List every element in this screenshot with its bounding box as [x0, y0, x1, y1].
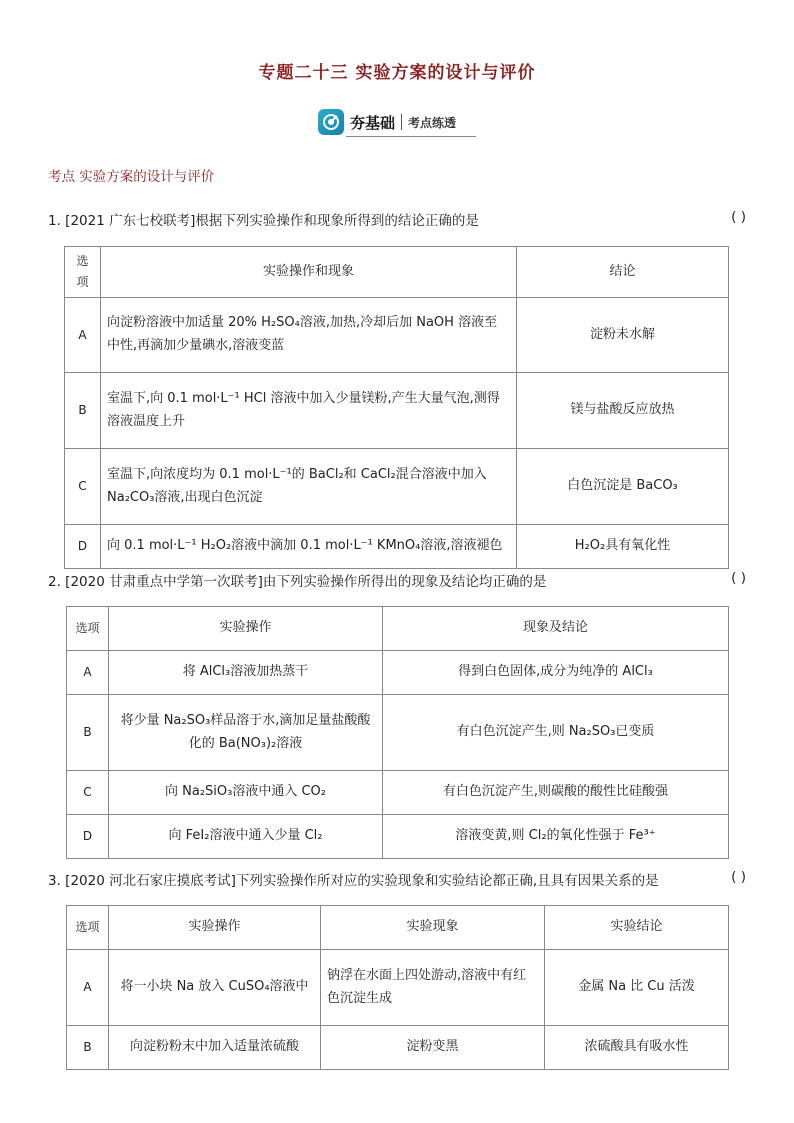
conclusion-cell: H₂O₂具有氧化性 [517, 525, 729, 569]
section-heading: 考点 实验方案的设计与评价 [48, 169, 215, 185]
header-cell: 现象及结论 [383, 607, 729, 651]
header-cell: 实验操作 [109, 607, 383, 651]
operation-cell: 将少量 Na₂SO₃样品溶于水,滴加足量盐酸酸化的 Ba(NO₃)₂溶液 [109, 695, 383, 771]
table-row [65, 525, 729, 569]
operation-cell: 向淀粉粉末中加入适量浓硫酸 [109, 1026, 321, 1070]
table-row [67, 651, 729, 695]
conclusion-cell: 淀粉未水解 [517, 298, 729, 373]
question-1 [48, 209, 746, 229]
operation-cell: 室温下,向 0.1 mol·L⁻¹ HCl 溶液中加入少量镁粉,产生大量气泡,测得溶液温度上升 [101, 373, 517, 449]
table-row [67, 950, 729, 1026]
badge-sub: 考点练透 [408, 115, 457, 130]
answer-paren: ( ) [731, 869, 746, 885]
table-header-row [67, 906, 729, 950]
question-1-table [64, 246, 729, 569]
operation-cell: 向 Na₂SiO₃溶液中通入 CO₂ [109, 771, 383, 815]
header-cell: 选项 [67, 607, 109, 651]
option-cell: D [67, 815, 109, 859]
conclusion-cell: 得到白色固体,成分为纯净的 AlCl₃ [383, 651, 729, 695]
option-cell: B [65, 373, 101, 449]
option-cell: B [67, 695, 109, 771]
conclusion-cell: 白色沉淀是 BaCO₃ [517, 449, 729, 525]
table-row [67, 1026, 729, 1070]
header-cell: 选项 [67, 906, 109, 950]
operation-cell: 向 0.1 mol·L⁻¹ H₂O₂溶液中滴加 0.1 mol·L⁻¹ KMnO₄溶液,溶液褪色 [101, 525, 517, 569]
option-cell: A [65, 298, 101, 373]
header-cell: 实验结论 [545, 906, 729, 950]
badge-underline [346, 136, 476, 137]
question-3-table [66, 905, 729, 1070]
option-cell: B [67, 1026, 109, 1070]
conclusion-cell: 金属 Na 比 Cu 活泼 [545, 950, 729, 1026]
conclusion-cell: 浓硫酸具有吸水性 [545, 1026, 729, 1070]
question-stem: 3. [2020 河北石家庄摸底考试]下列实验操作所对应的实验现象和实验结论都正确,且具有因果关系的是 [48, 873, 659, 889]
answer-paren: ( ) [731, 209, 746, 225]
table-row [67, 771, 729, 815]
target-icon [318, 109, 344, 135]
phenomenon-cell: 钠浮在水面上四处游动,溶液中有红色沉淀生成 [321, 950, 545, 1026]
question-2-table [66, 606, 729, 859]
table-row [67, 815, 729, 859]
badge-divider [401, 114, 402, 130]
conclusion-cell: 有白色沉淀产生,则碳酸的酸性比硅酸强 [383, 771, 729, 815]
option-cell: A [67, 651, 109, 695]
answer-paren: ( ) [731, 570, 746, 586]
option-cell: C [65, 449, 101, 525]
question-stem: 2. [2020 甘肃重点中学第一次联考]由下列实验操作所得出的现象及结论均正确的是 [48, 574, 547, 590]
operation-cell: 向淀粉溶液中加适量 20% H₂SO₄溶液,加热,冷却后加 NaOH 溶液至中性,再滴加少量碘水,溶液变蓝 [101, 298, 517, 373]
header-cell: 结论 [517, 247, 729, 298]
option-cell: D [65, 525, 101, 569]
operation-cell: 将一小块 Na 放入 CuSO₄溶液中 [109, 950, 321, 1026]
conclusion-cell: 溶液变黄,则 Cl₂的氧化性强于 Fe³⁺ [383, 815, 729, 859]
header-cell: 实验操作 [109, 906, 321, 950]
table-header-row [65, 247, 729, 298]
conclusion-cell: 镁与盐酸反应放热 [517, 373, 729, 449]
question-stem: 1. [2021 广东七校联考]根据下列实验操作和现象所得到的结论正确的是 [48, 213, 479, 229]
page-title: 专题二十三 实验方案的设计与评价 [258, 63, 536, 83]
table-row [65, 298, 729, 373]
option-cell: C [67, 771, 109, 815]
badge-main: 夯基础 [350, 113, 396, 132]
phenomenon-cell: 淀粉变黑 [321, 1026, 545, 1070]
question-2 [48, 570, 746, 590]
question-3 [48, 869, 746, 889]
table-row [65, 449, 729, 525]
section-badge [318, 108, 456, 136]
header-cell: 实验操作和现象 [101, 247, 517, 298]
operation-cell: 室温下,向浓度均为 0.1 mol·L⁻¹的 BaCl₂和 CaCl₂混合溶液中加入Na₂CO₃溶液,出现白色沉淀 [101, 449, 517, 525]
header-cell: 实验现象 [321, 906, 545, 950]
table-row [65, 373, 729, 449]
header-cell: 选项 [65, 247, 101, 298]
option-cell: A [67, 950, 109, 1026]
operation-cell: 向 FeI₂溶液中通入少量 Cl₂ [109, 815, 383, 859]
operation-cell: 将 AlCl₃溶液加热蒸干 [109, 651, 383, 695]
table-header-row [67, 607, 729, 651]
conclusion-cell: 有白色沉淀产生,则 Na₂SO₃已变质 [383, 695, 729, 771]
table-row [67, 695, 729, 771]
